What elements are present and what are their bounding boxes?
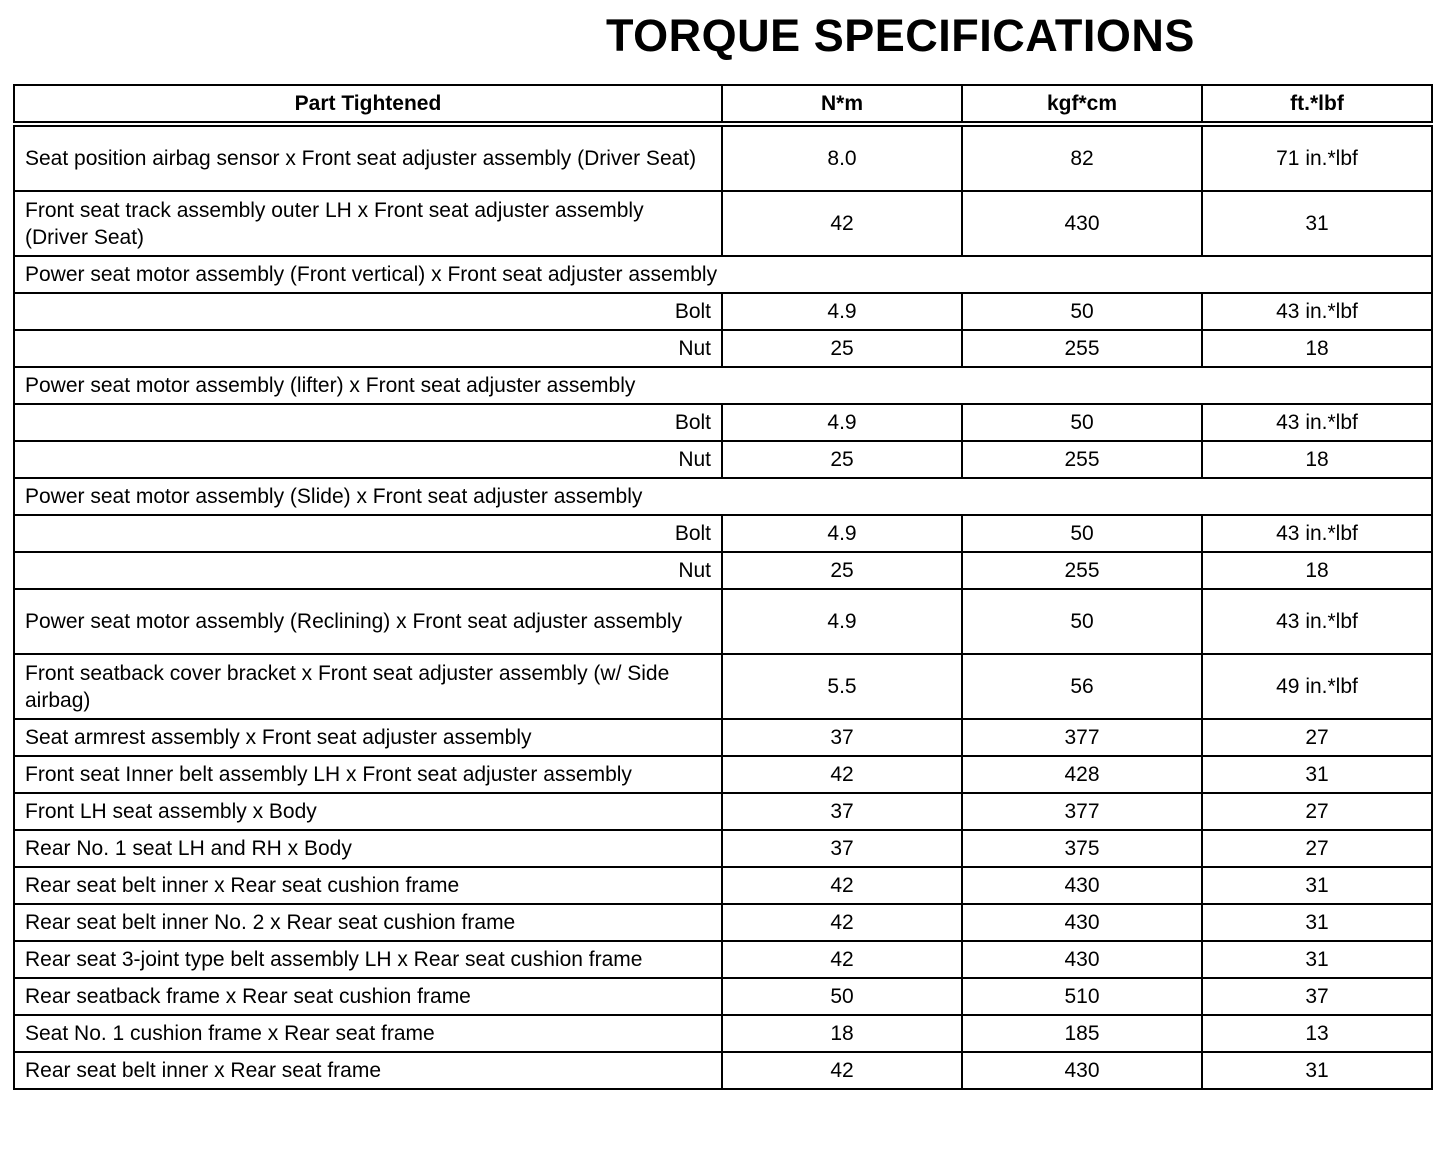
- ftlbf-cell: 31: [1202, 867, 1432, 904]
- nm-cell: 37: [722, 793, 962, 830]
- sub-row: [14, 330, 1432, 367]
- fastener-cell: Bolt: [14, 293, 722, 330]
- ftlbf-cell: 18: [1202, 441, 1432, 478]
- kgfcm-cell: 255: [962, 441, 1202, 478]
- table-row: [14, 191, 1432, 256]
- fastener-cell: Bolt: [14, 515, 722, 552]
- ftlbf-cell: 43 in.*lbf: [1202, 404, 1432, 441]
- group-row: [14, 367, 1432, 404]
- part-cell: Rear No. 1 seat LH and RH x Body: [14, 830, 722, 867]
- table-row: [14, 867, 1432, 904]
- nm-cell: 25: [722, 552, 962, 589]
- header-row: [14, 85, 1432, 124]
- part-cell: Seat armrest assembly x Front seat adjuster assembly: [14, 719, 722, 756]
- column-header-nm: N*m: [722, 85, 962, 124]
- kgfcm-cell: 255: [962, 552, 1202, 589]
- kgfcm-cell: 56: [962, 654, 1202, 719]
- ftlbf-cell: 37: [1202, 978, 1432, 1015]
- kgfcm-cell: 428: [962, 756, 1202, 793]
- ftlbf-cell: 27: [1202, 793, 1432, 830]
- ftlbf-cell: 31: [1202, 1052, 1432, 1089]
- sub-row: [14, 293, 1432, 330]
- ftlbf-cell: 13: [1202, 1015, 1432, 1052]
- ftlbf-cell: 71 in.*lbf: [1202, 124, 1432, 191]
- nm-cell: 4.9: [722, 589, 962, 654]
- nm-cell: 25: [722, 330, 962, 367]
- part-cell: Seat No. 1 cushion frame x Rear seat frame: [14, 1015, 722, 1052]
- kgfcm-cell: 430: [962, 867, 1202, 904]
- part-cell: Rear seatback frame x Rear seat cushion frame: [14, 978, 722, 1015]
- nm-cell: 4.9: [722, 404, 962, 441]
- table-row: [14, 793, 1432, 830]
- kgfcm-cell: 377: [962, 719, 1202, 756]
- kgfcm-cell: 82: [962, 124, 1202, 191]
- nm-cell: 8.0: [722, 124, 962, 191]
- nm-cell: 37: [722, 830, 962, 867]
- table-row: [14, 654, 1432, 719]
- nm-cell: 37: [722, 719, 962, 756]
- fastener-cell: Nut: [14, 330, 722, 367]
- ftlbf-cell: 31: [1202, 191, 1432, 256]
- part-cell: Front seatback cover bracket x Front seat adjuster assembly (w/ Side airbag): [14, 654, 722, 719]
- kgfcm-cell: 377: [962, 793, 1202, 830]
- ftlbf-cell: 49 in.*lbf: [1202, 654, 1432, 719]
- kgfcm-cell: 430: [962, 904, 1202, 941]
- table-body: [14, 124, 1432, 1089]
- nm-cell: 42: [722, 191, 962, 256]
- nm-cell: 4.9: [722, 293, 962, 330]
- kgfcm-cell: 255: [962, 330, 1202, 367]
- nm-cell: 42: [722, 867, 962, 904]
- kgfcm-cell: 430: [962, 941, 1202, 978]
- table-row: [14, 904, 1432, 941]
- ftlbf-cell: 31: [1202, 756, 1432, 793]
- nm-cell: 42: [722, 904, 962, 941]
- nm-cell: 50: [722, 978, 962, 1015]
- ftlbf-cell: 27: [1202, 830, 1432, 867]
- kgfcm-cell: 430: [962, 191, 1202, 256]
- torque-spec-table: [13, 84, 1433, 1090]
- part-cell: Front seat track assembly outer LH x Front seat adjuster assembly (Driver Seat): [14, 191, 722, 256]
- sub-row: [14, 552, 1432, 589]
- part-cell: Front seat Inner belt assembly LH x Front seat adjuster assembly: [14, 756, 722, 793]
- nm-cell: 18: [722, 1015, 962, 1052]
- part-cell: Power seat motor assembly (Reclining) x Front seat adjuster assembly: [14, 589, 722, 654]
- table-row: [14, 1015, 1432, 1052]
- kgfcm-cell: 185: [962, 1015, 1202, 1052]
- sub-row: [14, 404, 1432, 441]
- nm-cell: 25: [722, 441, 962, 478]
- part-cell: Rear seat belt inner x Rear seat cushion frame: [14, 867, 722, 904]
- part-cell: Seat position airbag sensor x Front seat adjuster assembly (Driver Seat): [14, 124, 722, 191]
- ftlbf-cell: 43 in.*lbf: [1202, 293, 1432, 330]
- group-part-cell: Power seat motor assembly (Slide) x Front seat adjuster assembly: [14, 478, 1432, 515]
- kgfcm-cell: 375: [962, 830, 1202, 867]
- sub-row: [14, 441, 1432, 478]
- table-row: [14, 830, 1432, 867]
- sub-row: [14, 515, 1432, 552]
- ftlbf-cell: 43 in.*lbf: [1202, 589, 1432, 654]
- column-header-kgfcm: kgf*cm: [962, 85, 1202, 124]
- kgfcm-cell: 50: [962, 589, 1202, 654]
- part-cell: Rear seat belt inner x Rear seat frame: [14, 1052, 722, 1089]
- nm-cell: 42: [722, 941, 962, 978]
- table-row: [14, 1052, 1432, 1089]
- table-row: [14, 756, 1432, 793]
- table-row: [14, 719, 1432, 756]
- nm-cell: 4.9: [722, 515, 962, 552]
- ftlbf-cell: 27: [1202, 719, 1432, 756]
- ftlbf-cell: 18: [1202, 552, 1432, 589]
- page-title: TORQUE SPECIFICATIONS: [606, 10, 1195, 61]
- group-row: [14, 478, 1432, 515]
- table-row: [14, 978, 1432, 1015]
- nm-cell: 42: [722, 756, 962, 793]
- kgfcm-cell: 50: [962, 404, 1202, 441]
- ftlbf-cell: 18: [1202, 330, 1432, 367]
- fastener-cell: Nut: [14, 552, 722, 589]
- nm-cell: 5.5: [722, 654, 962, 719]
- kgfcm-cell: 50: [962, 515, 1202, 552]
- kgfcm-cell: 430: [962, 1052, 1202, 1089]
- part-cell: Rear seat belt inner No. 2 x Rear seat cushion frame: [14, 904, 722, 941]
- group-part-cell: Power seat motor assembly (Front vertical) x Front seat adjuster assembly: [14, 256, 1432, 293]
- table-row: [14, 941, 1432, 978]
- fastener-cell: Nut: [14, 441, 722, 478]
- part-cell: Rear seat 3-joint type belt assembly LH x Rear seat cushion frame: [14, 941, 722, 978]
- group-part-cell: Power seat motor assembly (lifter) x Front seat adjuster assembly: [14, 367, 1432, 404]
- ftlbf-cell: 31: [1202, 941, 1432, 978]
- column-header-part: Part Tightened: [14, 85, 722, 124]
- ftlbf-cell: 43 in.*lbf: [1202, 515, 1432, 552]
- table-row: [14, 124, 1432, 191]
- ftlbf-cell: 31: [1202, 904, 1432, 941]
- group-row: [14, 256, 1432, 293]
- part-cell: Front LH seat assembly x Body: [14, 793, 722, 830]
- table-header: [14, 85, 1432, 124]
- fastener-cell: Bolt: [14, 404, 722, 441]
- nm-cell: 42: [722, 1052, 962, 1089]
- table-row: [14, 589, 1432, 654]
- column-header-ftlbf: ft.*lbf: [1202, 85, 1432, 124]
- kgfcm-cell: 510: [962, 978, 1202, 1015]
- kgfcm-cell: 50: [962, 293, 1202, 330]
